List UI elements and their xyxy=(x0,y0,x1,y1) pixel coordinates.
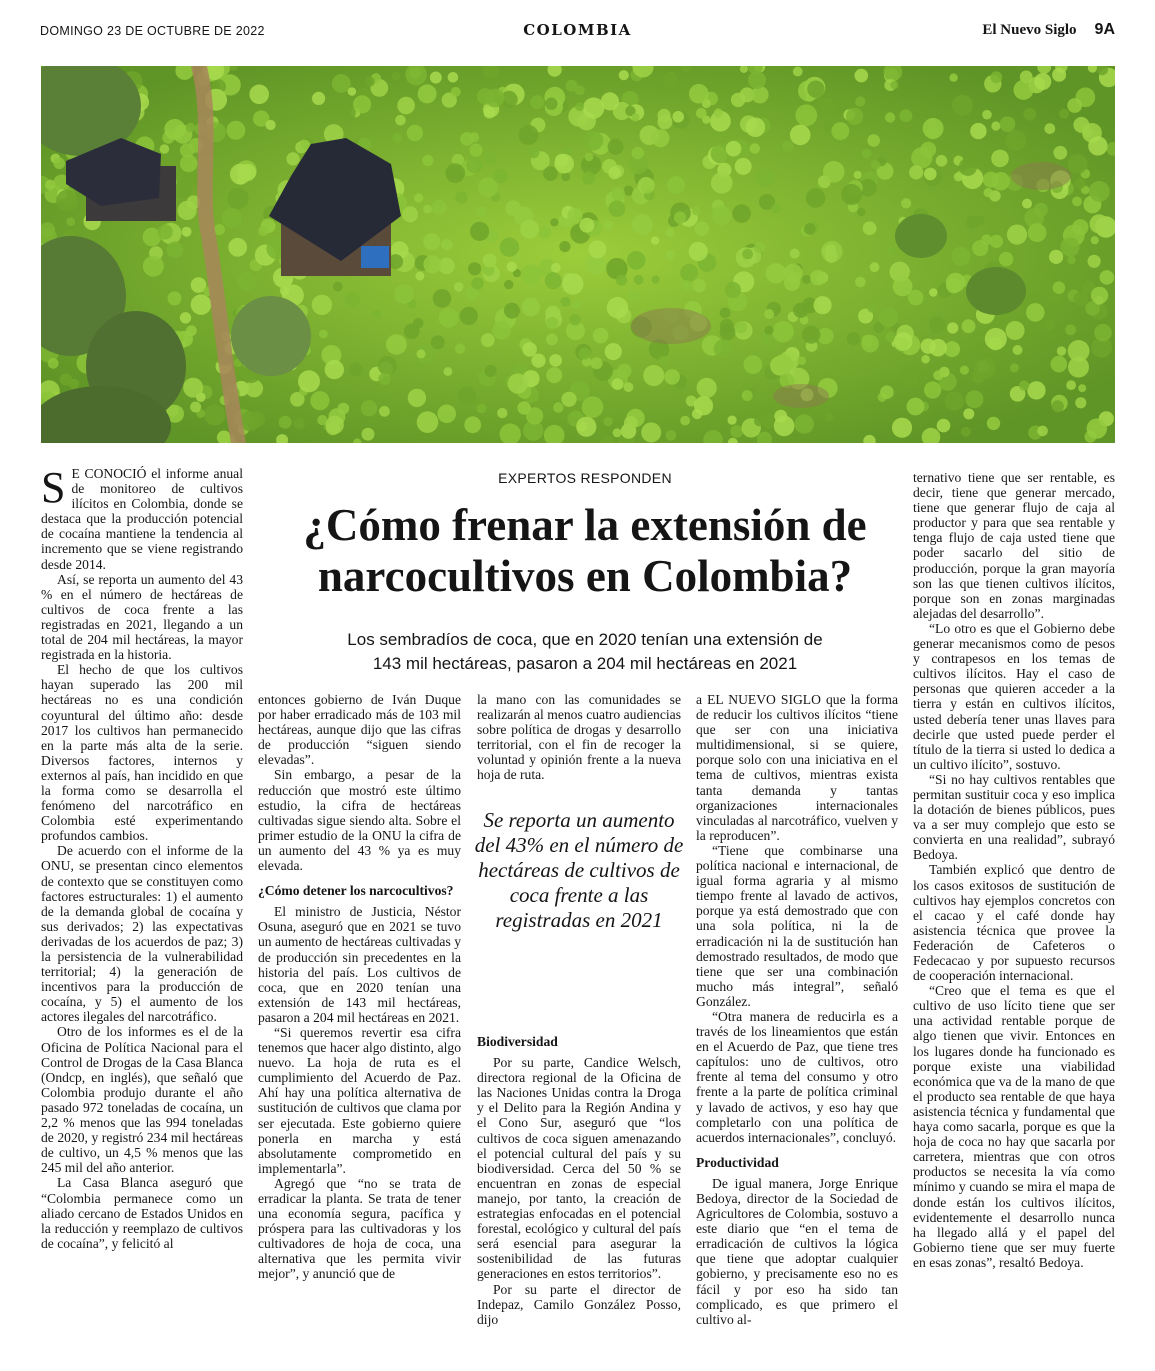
column-1 xyxy=(41,463,243,1251)
col3-paragraph-2: Por su parte, Candice Welsch, directora regional de la Oficina de las Naciones Unidas contra la Droga y el Delito para la Región Andina y el Cono Sur, aseguró que “los cultivos de coca siguen amenazando el potencial cultural del país y su biodiversidad. Cerca del 50 % se encuentran en zonas de especial manejo, por tanto, la creación de estrategias enfocadas en el potencial forestal, ecológico y cultural del país será esencial para asegurar la sostenibilidad de las futuras generaciones en estos territorios”. xyxy=(477,1055,681,1282)
col1-paragraph-6: La Casa Blanca aseguró que “Colombia permanece como un aliado cercano de Estados Unidos en la reducción y reemplazo de cultivos de cocaína”, y felicitó al xyxy=(41,1175,243,1251)
col5-paragraph-4: También explicó que dentro de los casos exitosos de sustitución de cultivos hay ejemplos concretos con el cacao y el café donde hay asistencia técnica que provee la Federación de Cafeteros o Fedecacao y por supuesto recursos de cooperación internacional. xyxy=(913,862,1115,984)
col4-paragraph-3: “Otra manera de reducirla es a través de los lineamientos que están en el Acuerdo de Paz, que tiene tres capítulos: uno de cultivos, otro frente al tema del consumo y otro frente a la parte de política criminal y lavado de activos, y eso hay que completarlo con una política de acuerdos internacionales”, concluyó. xyxy=(696,1008,898,1145)
col4-paragraph-2: “Tiene que combinarse una política nacional e internacional, de igual forma agraria y al mismo tiempo frente al lavado de activos, porque ya está demostrado que con una sola política, ni la de erradicación ni la de sustitución han demostrado resultados, de modo que tiene que ser una combinación mucho más integral”, señaló González. xyxy=(696,842,898,1009)
article-kicker: EXPERTOS RESPONDEN xyxy=(498,470,672,486)
col5-paragraph-2: “Lo otro es que el Gobierno debe generar mecanismos como de pesos y contrapesos en los temas de cultivos ilícitos. Hay el caso de personas que quieren acceder a la tierra y están en cultivos ilícitos, usted debería tener unas llaves para decirle que usted puede perder el título de la tierra si usted lo dedica a un cultivo ilícito”, sostuvo. xyxy=(913,620,1115,772)
dropcap: S xyxy=(41,463,66,512)
article-headline xyxy=(250,500,920,602)
headline-line-1: ¿Cómo frenar la extensión de xyxy=(303,500,867,550)
col5-paragraph-1: ternativo tiene que ser rentable, es decir, tiene que generar mercado, tiene que generar flujo de caja al productor y para que sea rentable y tenga flujo de caja usted tiene que poder sacarlo del sitio de producción, porque la gran mayoría son las que tienen cultivos ilícitos, porque son en zonas marginadas alejadas del desarrollo”. xyxy=(913,470,1115,621)
col2-paragraph-2: Sin embargo, a pesar de la reducción que mostró este último estudio, la cifra de hectáreas cultivadas sigue siendo alta. Sobre el primer estudio de la ONU la cifra de un aumento del 43 % ya es muy elevada. xyxy=(258,767,461,874)
col2-paragraph-1: entonces gobierno de Iván Duque por haber erradicado más de 103 mil hectáreas, aunque dijo que las cifras de producción “siguen siendo elevadas”. xyxy=(258,692,461,768)
col3-subheading: Biodiversidad xyxy=(477,1034,558,1049)
deck-line-1: Los sembradíos de coca, que en 2020 tenían una extensión de xyxy=(347,630,823,649)
col2-paragraph-4: “Si queremos revertir esa cifra tenemos que hacer algo distinto, algo nuevo. La hoja de ruta es el cumplimiento del Acuerdo de Paz. Ahí hay una política alternativa de sustitución de cultivos que clama por ser ejecutada. Este gobierno quiere ponerla en marcha y está absolutamente comprometido en implementarla”. xyxy=(258,1024,461,1176)
col3-paragraph-1: la mano con las comunidades se realizarán al menos cuatro audiencias sobre política de drogas y desarrollo territorial, con el fin de recoger la voluntad y opinión frente a la nueva hoja de ruta. xyxy=(477,692,681,783)
col2-paragraph-5: Agregó que “no se trata de erradicar la planta. Se trata de tener una economía segura, pacífica y próspera para las cultivadoras y los cultivadores de hoja de coca, una alternativa que les permita vivir mejor”, y anunció que de xyxy=(258,1175,461,1282)
page-header xyxy=(40,18,1115,48)
column-5 xyxy=(913,470,1115,1270)
column-3 xyxy=(477,692,681,783)
header-date: DOMINGO 23 DE OCTUBRE DE 2022 xyxy=(40,24,265,38)
article-deck xyxy=(260,628,910,676)
col3-paragraph-3: Por su parte el director de Indepaz, Camilo González Posso, dijo xyxy=(477,1281,681,1327)
headline-line-2: narcocultivos en Colombia? xyxy=(317,551,853,601)
col4-subheading: Productividad xyxy=(696,1154,779,1170)
col4-paragraph-4: De igual manera, Jorge Enrique Bedoya, director de la Sociedad de Agricultores de Colombia, sostuvo a este diario que “en el tema de erradicación de cultivos la lógica que tiene que adoptar cualquier gobierno, y precisamente eso no es fácil y por eso ha sido tan complicado, es que primero el cultivo al- xyxy=(696,1175,898,1327)
header-page-number: 9A xyxy=(1094,21,1115,38)
header-section: COLOMBIA xyxy=(523,21,632,39)
col4-paragraph-1: a EL NUEVO SIGLO que la forma de reducir los cultivos ilícitos “tiene que ser con una iniciativa multidimensional, si se quiere, porque solo con una iniciativa en el tema de cultivos, mientras exista tanta demanda y tantas organizaciones internacionales vinculadas al narcotráfico, vuelven y la reproducen”. xyxy=(696,692,898,843)
col1-paragraph-1 xyxy=(41,463,243,572)
header-paper-name: El Nuevo Siglo xyxy=(982,22,1077,38)
col1-paragraph-3: El hecho de que los cultivos hayan superado las 200 mil hectáreas no es una condición coyuntural del último año: desde 2017 los cultivos han permanecido en la parte más alta de la serie. Diversos factores, internos y externos al país, han incidido en que la forma como se desarrolla el fenómeno del narcotráfico en Colombia esté experimentando profundos cambios. xyxy=(41,662,243,844)
header-right xyxy=(982,21,1115,39)
col2-subheading: ¿Cómo detener los narcocultivos? xyxy=(258,883,454,899)
col1-paragraph-2: Así, se reporta un aumento del 43 % en el número de hectáreas de cultivos de coca frente a las registradas en 2021, llegando a un total de 204 mil hectáreas, la mayor registrada en la historia. xyxy=(41,571,243,663)
col1-paragraph-4: De acuerdo con el informe de la ONU, se presentan cinco elementos de contexto que se constituyen como factores estructurales: 1) el aumento de la demanda global de cocaína y sus derivados; 2) las expectativas derivadas de los acuerdos de paz; 3) la persistencia de la vulnerabilidad territorial; 4) la generación de incentivos para la producción de cocaína, y 5) el aumento de los actores ilegales del narcotráfico. xyxy=(41,843,243,1025)
photo-illustration xyxy=(41,66,1115,443)
col1-p1-text: E CONOCIÓ el informe anual de monitoreo de cultivos ilícitos en Colombia, donde se destaca que la producción potencial de cocaína mantiene la tendencia al incremento que se viene registrando desde 2014. xyxy=(41,466,243,572)
column-2 xyxy=(258,692,461,1282)
col5-paragraph-5: “Creo que el tema es que el cultivo de uso lícito tiene que ser una actividad rentable porque de algo tienen que vivir. Entonces en los lugares donde ha funcionado es porque existe una viabilidad económica que va de la mano de que el producto sea rentable de que haya asistencia técnica y fundamental que haya como sacarla, porque es que la hoja de coca no hay que sacarla por carretera, mientras que con otros productos se necesita la vía como mínimo y cuando se mira el mapa de donde están los cultivos ilícitos, evidentemente el desarrollo nunca ha llegado allá y el papel del Gobierno tiene que ser muy fuerte en esas zonas”, resaltó Bedoya. xyxy=(913,983,1115,1270)
col2-paragraph-3: El ministro de Justicia, Néstor Osuna, aseguró que en 2021 se tuvo un aumento de hectáreas cultivadas y de producción sin precedentes en la historia del país. Los cultivos de coca, que en 2020 tenían una extensión de 143 mil hectáreas, pasaron a 204 mil hectáreas en 2021. xyxy=(258,904,461,1025)
pull-quote: Se reporta un aumento del 43% en el número de hectáreas de cultivos de coca frente a las registradas en 2021 xyxy=(474,808,684,932)
col5-paragraph-3: “Si no hay cultivos rentables que permitan sustituir coca y eso implica la dotación de bienes públicos, pues va a ser muy complejo que esto se convierta en una realidad”, subrayó Bedoya. xyxy=(913,771,1115,863)
aerial-coca-field-photo xyxy=(41,66,1115,443)
column-3-lower xyxy=(477,1034,681,1327)
col1-paragraph-5: Otro de los informes es el de la Oficina de Política Nacional para el Control de Drogas de la Casa Blanca (Ondcp, en inglés), que señaló que Colombia produjo durante el año pasado 972 toneladas de cocaína, un 2,2 % menos que las 994 toneladas de 2020, y registró 234 mil hectáreas de cultivo, un 4,5 % menos que las 245 mil del año anterior. xyxy=(41,1024,243,1176)
deck-line-2: 143 mil hectáreas, pasaron a 204 mil hectáreas en 2021 xyxy=(372,654,798,673)
column-4 xyxy=(696,692,898,1327)
